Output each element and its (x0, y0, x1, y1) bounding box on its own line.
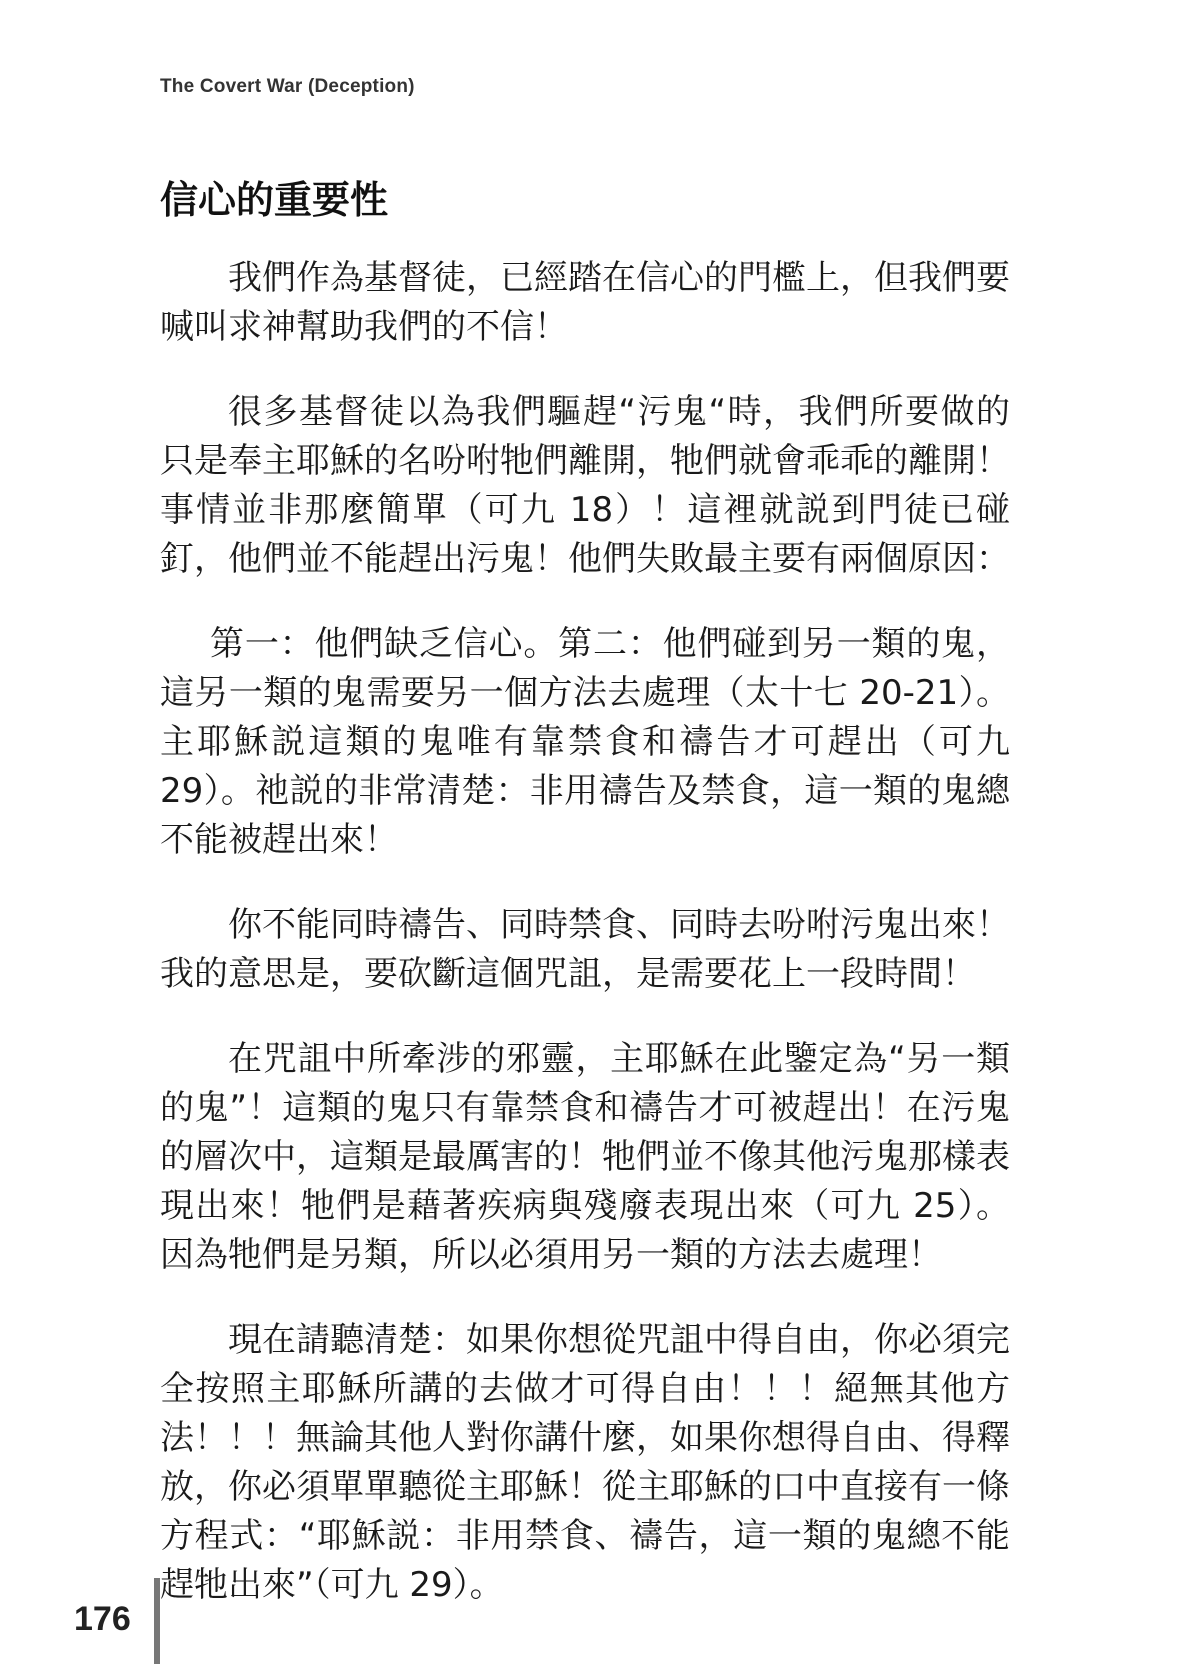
paragraph-2: 很多基督徒以為我們驅趕“污鬼“時，我們所要做的只是奉主耶穌的名吩咐牠們離開，牠們就會乖乖的離開！事情並非那麼簡單（可九 18）！這裡就説到門徒已碰釘，他們並不能趕出污鬼！他們失敗最主要有兩個原因： (160, 392, 1010, 579)
page-number: 176 (74, 1600, 131, 1638)
page-number-rule (154, 1578, 160, 1664)
body-text (160, 254, 1010, 1646)
paragraph-4: 你不能同時禱告、同時禁食、同時去吩咐污鬼出來！我的意思是，要砍斷這個咒詛，是需要花上一段時間！ (160, 905, 1010, 994)
paragraph-1: 我們作為基督徒，已經踏在信心的門檻上，但我們要喊叫求神幫助我們的不信！ (160, 258, 1010, 347)
paragraph-5: 在咒詛中所牽涉的邪靈，主耶穌在此鑒定為“另一類的鬼”！這類的鬼只有靠禁食和禱告才可被趕出！在污鬼的層次中，這類是最厲害的！牠們並不像其他污鬼那樣表現出來！牠們是藉著疾病與殘廢表現出來（可九 25）。因為牠們是另類，所以必須用另一類的方法去處理！ (160, 1039, 1010, 1275)
running-header: The Covert War (Deception) (160, 76, 415, 97)
paragraph-6: 現在請聽清楚：如果你想從咒詛中得自由，你必須完全按照主耶穌所講的去做才可得自由！！！絕無其他方法！！！無論其他人對你講什麼，如果你想得自由、得釋放，你必須單單聽從主耶穌！從主耶穌的口中直接有一條方程式：“耶穌説：非用禁食、禱告，這一類的鬼總不能趕牠出來”（可九 29）。 (160, 1320, 1010, 1605)
paragraph-3: 第一：他們缺乏信心。第二：他們碰到另一類的鬼，這另一類的鬼需要另一個方法去處理（太十七 20-21）。主耶穌説這類的鬼唯有靠禁食和禱告才可趕出（可九 29）。祂説的非常清楚：非用禱告及禁食，這一類的鬼總不能被趕出來！ (160, 624, 1010, 860)
section-title: 信心的重要性 (160, 178, 389, 222)
